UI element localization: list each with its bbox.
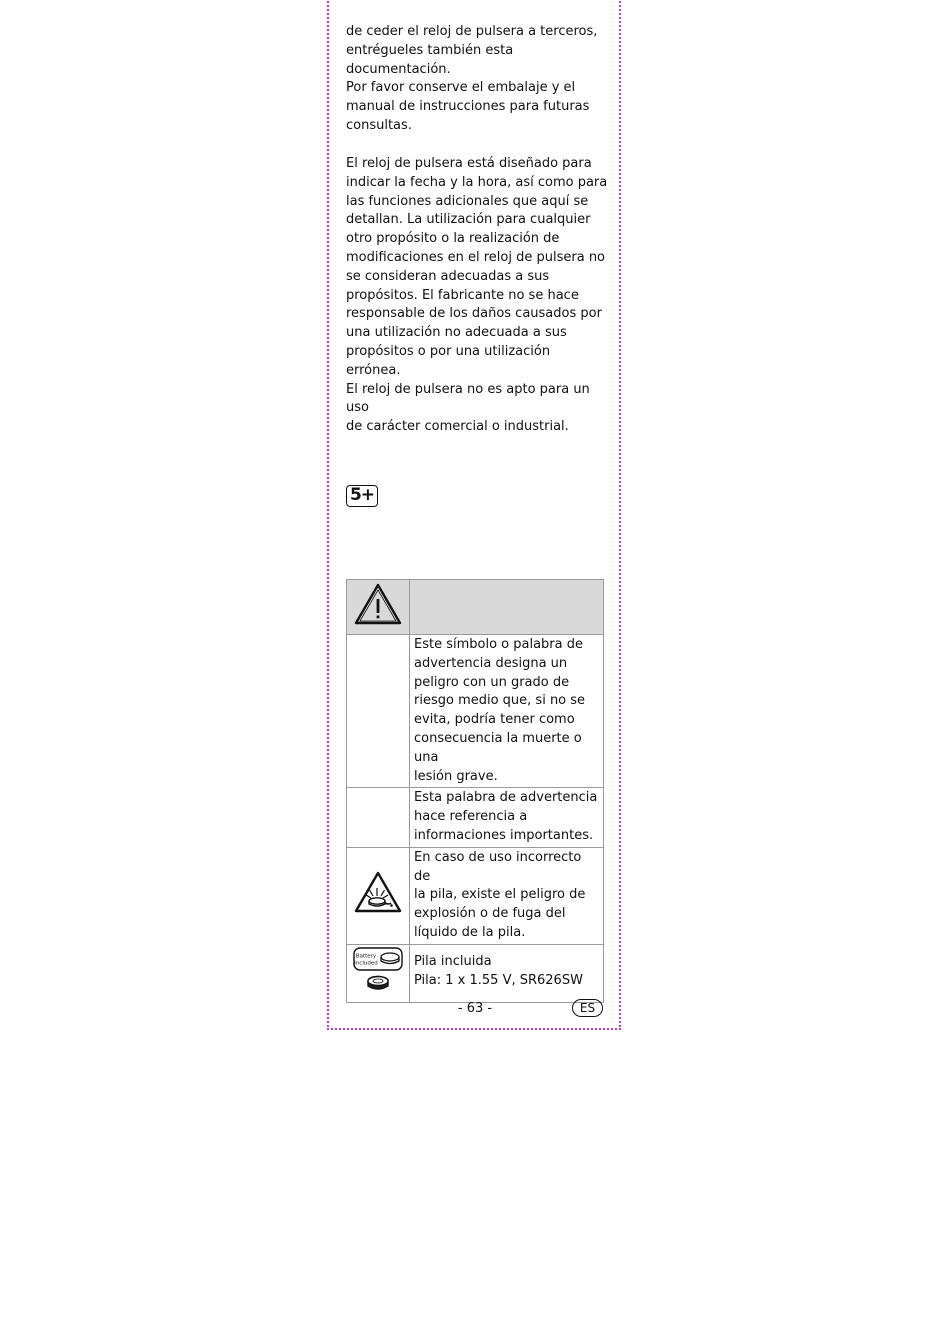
- intro-end-paragraph: [346, 23, 608, 136]
- header-icon-cell: [347, 580, 410, 635]
- text-line: manual de instrucciones para futuras: [346, 99, 590, 115]
- text-line: responsable de los daños causados por: [346, 306, 602, 322]
- battery-explosion-warning-icon: [353, 870, 403, 914]
- empty-icon-cell: [347, 788, 410, 847]
- text-line: entrégueles también esta documentación.: [346, 42, 514, 77]
- text-line: Pila: 1 x 1.55 V, SR626SW: [414, 972, 583, 988]
- empty-icon-cell: [347, 635, 410, 788]
- header-text-cell: [410, 580, 604, 635]
- warning-triangle-icon: [353, 582, 403, 626]
- text-line: evita, podría tener como: [414, 712, 575, 728]
- table-row: [347, 944, 604, 1002]
- text-line: hace referencia a: [414, 809, 528, 825]
- text-line: una utilización no adecuada a sus: [346, 325, 567, 341]
- text-line: Este símbolo o palabra de: [414, 637, 583, 652]
- danger-description-cell: [410, 635, 604, 788]
- age-5-plus-badge: 5+: [346, 485, 378, 507]
- text-line: detallan. La utilización para cualquier: [346, 212, 591, 228]
- symbol-table: [346, 579, 604, 1003]
- battery-included-description-cell: [410, 944, 604, 1002]
- text-line: líquido de la pila.: [414, 924, 526, 940]
- text-line: Por favor conserve el embalaje y el: [346, 80, 576, 96]
- text-line: consultas.: [346, 117, 412, 133]
- battery-included-icon-cell: [347, 944, 410, 1002]
- table-row: [347, 847, 604, 944]
- text-line: modificaciones en el reloj de pulsera no: [346, 249, 606, 265]
- text-line: Esta palabra de advertencia: [414, 790, 598, 806]
- table-row: [347, 788, 604, 847]
- text-line: Pila incluida: [414, 953, 492, 969]
- text-line: indicar la fecha y la hora, así como para: [346, 174, 608, 190]
- battery-included-icon: [351, 945, 405, 995]
- text-line: peligro con un grado de: [414, 674, 570, 690]
- text-line: El reloj de pulsera está diseñado para: [346, 156, 592, 171]
- svg-text:Battery: Battery: [355, 953, 377, 960]
- text-line: riesgo medio que, si no se: [414, 693, 586, 709]
- text-line: la pila, existe el peligro de: [414, 887, 586, 903]
- text-line: En caso de uso incorrecto de: [414, 849, 582, 884]
- battery-warning-icon-cell: [347, 847, 410, 944]
- language-badge: ES: [572, 999, 603, 1017]
- table-header-row: [347, 580, 604, 635]
- page-number: - 63 -: [457, 1001, 493, 1016]
- text-line: propósitos o por una utilización errónea.: [346, 343, 551, 378]
- notice-description-cell: [410, 788, 604, 847]
- text-line: se consideran adecuadas a sus: [346, 268, 550, 284]
- intended-use-paragraph: [346, 155, 608, 437]
- text-line: El reloj de pulsera no es apto para un uso: [346, 381, 590, 416]
- text-line: otro propósito o la realización de: [346, 231, 560, 247]
- text-line: propósitos. El fabricante no se hace: [346, 287, 579, 303]
- text-line: lesión grave.: [414, 768, 498, 784]
- text-line: de carácter comercial o industrial.: [346, 419, 569, 435]
- text-line: advertencia designa un: [414, 655, 568, 671]
- svg-text:included: included: [354, 960, 378, 967]
- text-line: explosión o de fuga del: [414, 906, 566, 922]
- text-line: de ceder el reloj de pulsera a terceros,: [346, 24, 598, 39]
- table-row: [347, 635, 604, 788]
- text-line: las funciones adicionales que aquí se: [346, 193, 589, 209]
- battery-warning-description-cell: [410, 847, 604, 944]
- text-line: consecuencia la muerte o una: [414, 730, 582, 765]
- text-line: informaciones importantes.: [414, 827, 594, 843]
